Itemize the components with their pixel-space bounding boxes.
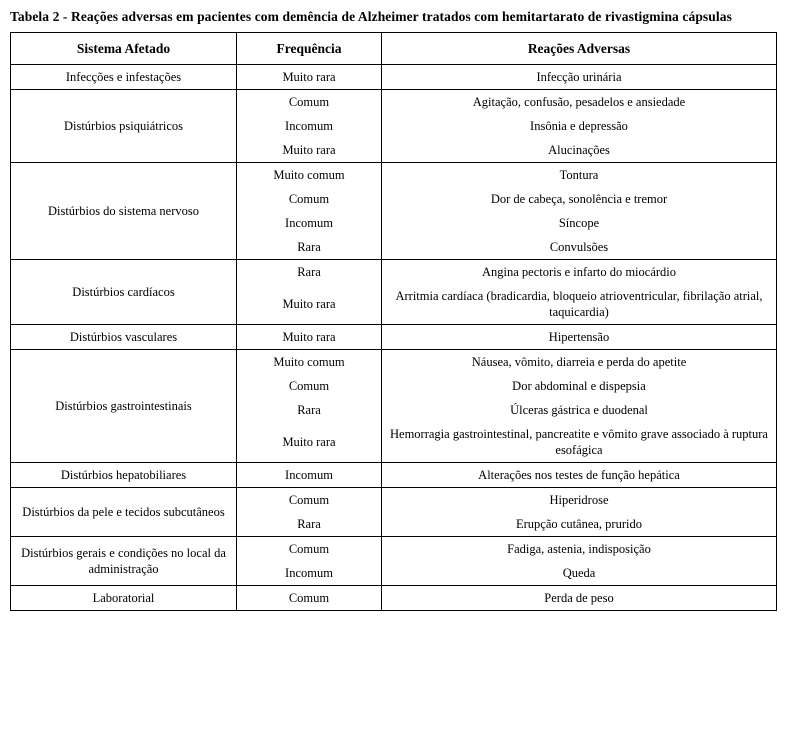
cell-system: Distúrbios gerais e condições no local da administração xyxy=(11,537,237,586)
cell-frequency: Muito rara xyxy=(237,65,382,90)
cell-frequency: Incomum xyxy=(237,463,382,488)
cell-reaction: Dor de cabeça, sonolência e tremor xyxy=(382,187,777,211)
cell-reaction: Infecção urinária xyxy=(382,65,777,90)
cell-frequency: Rara xyxy=(237,398,382,422)
cell-reaction: Alterações nos testes de função hepática xyxy=(382,463,777,488)
table-row xyxy=(11,65,777,90)
column-header-system: Sistema Afetado xyxy=(11,32,237,64)
cell-reaction: Agitação, confusão, pesadelos e ansiedade xyxy=(382,90,777,115)
cell-frequency: Muito rara xyxy=(237,422,382,463)
cell-frequency: Comum xyxy=(237,187,382,211)
cell-frequency: Incomum xyxy=(237,561,382,586)
cell-frequency: Incomum xyxy=(237,114,382,138)
cell-frequency: Muito rara xyxy=(237,138,382,163)
cell-frequency: Muito rara xyxy=(237,325,382,350)
cell-frequency: Rara xyxy=(237,260,382,285)
cell-reaction: Arritmia cardíaca (bradicardia, bloqueio atrioventricular, fibrilação atrial, taquicardia) xyxy=(382,284,777,325)
cell-reaction: Convulsões xyxy=(382,235,777,260)
cell-reaction: Síncope xyxy=(382,211,777,235)
cell-reaction: Náusea, vômito, diarreia e perda do apetite xyxy=(382,350,777,375)
cell-reaction: Queda xyxy=(382,561,777,586)
table-caption: Tabela 2 - Reações adversas em pacientes com demência de Alzheimer tratados com hemitartarato de rivastigmina cápsulas xyxy=(10,9,732,24)
table-header xyxy=(11,32,777,64)
cell-frequency: Muito rara xyxy=(237,284,382,325)
cell-reaction: Hiperidrose xyxy=(382,488,777,513)
table-row xyxy=(11,260,777,285)
column-header-frequency: Frequência xyxy=(237,32,382,64)
cell-reaction: Perda de peso xyxy=(382,586,777,611)
cell-frequency: Rara xyxy=(237,235,382,260)
cell-system: Distúrbios da pele e tecidos subcutâneos xyxy=(11,488,237,537)
table-row xyxy=(11,90,777,115)
adverse-reactions-table xyxy=(10,32,777,611)
cell-reaction: Dor abdominal e dispepsia xyxy=(382,374,777,398)
cell-reaction: Úlceras gástrica e duodenal xyxy=(382,398,777,422)
cell-frequency: Comum xyxy=(237,374,382,398)
cell-reaction: Hemorragia gastrointestinal, pancreatite e vômito grave associado à ruptura esofágica xyxy=(382,422,777,463)
cell-frequency: Comum xyxy=(237,586,382,611)
cell-reaction: Angina pectoris e infarto do miocárdio xyxy=(382,260,777,285)
table-row xyxy=(11,163,777,188)
cell-frequency: Rara xyxy=(237,512,382,537)
table-row xyxy=(11,537,777,562)
cell-reaction: Fadiga, astenia, indisposição xyxy=(382,537,777,562)
table-row xyxy=(11,463,777,488)
cell-system: Distúrbios gastrointestinais xyxy=(11,350,237,463)
cell-system: Laboratorial xyxy=(11,586,237,611)
cell-frequency: Incomum xyxy=(237,211,382,235)
column-header-reactions: Reações Adversas xyxy=(382,32,777,64)
cell-frequency: Muito comum xyxy=(237,350,382,375)
table-header-row xyxy=(11,32,777,64)
table-row xyxy=(11,325,777,350)
cell-system: Distúrbios psiquiátricos xyxy=(11,90,237,163)
cell-reaction: Erupção cutânea, prurido xyxy=(382,512,777,537)
cell-reaction: Tontura xyxy=(382,163,777,188)
cell-reaction: Hipertensão xyxy=(382,325,777,350)
table-row xyxy=(11,488,777,513)
table-row xyxy=(11,586,777,611)
cell-system: Distúrbios hepatobiliares xyxy=(11,463,237,488)
cell-system: Distúrbios do sistema nervoso xyxy=(11,163,237,260)
cell-reaction: Alucinações xyxy=(382,138,777,163)
table-row xyxy=(11,350,777,375)
cell-frequency: Muito comum xyxy=(237,163,382,188)
cell-system: Distúrbios cardíacos xyxy=(11,260,237,325)
cell-frequency: Comum xyxy=(237,488,382,513)
cell-system: Distúrbios vasculares xyxy=(11,325,237,350)
cell-frequency: Comum xyxy=(237,537,382,562)
cell-system: Infecções e infestações xyxy=(11,65,237,90)
cell-frequency: Comum xyxy=(237,90,382,115)
cell-reaction: Insônia e depressão xyxy=(382,114,777,138)
table-body xyxy=(11,65,777,611)
